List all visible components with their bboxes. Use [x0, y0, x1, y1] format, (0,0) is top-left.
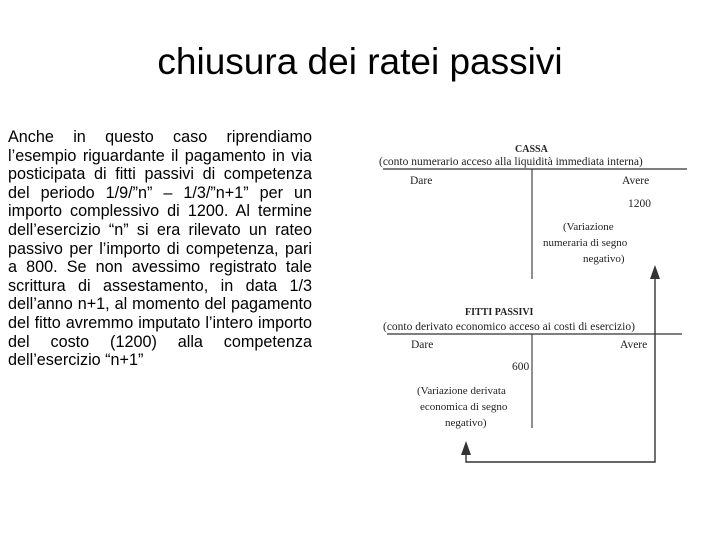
cassa-subtitle: (conto numerario acceso alla liquidità immediata interna): [379, 156, 643, 168]
body-paragraph: Anche in questo caso riprendiamo l’esempio riguardante il pagamento in via posticipata di fitti passivi di competenza del periodo 1/9/”n” – 1/3/”n+1” per un importo complessivo di 1200. Al termine dell’esercizio “n” si era rilevato un rateo passivo per l’importo di competenza, pari a 800. Se non avessimo registrato tale scrittura di assestamento, in data 1/3 dell’anno n+1, al momento del pagamento del fitto avremmo imputato l’intero importo del costo (1200) alla competenza dell’esercizio “n+1”: [8, 128, 312, 370]
fitti-avere-label: Avere: [620, 339, 648, 351]
slide-title: chiusura dei ratei passivi: [157, 41, 563, 82]
fitti-dare-label: Dare: [411, 339, 434, 351]
cassa-amount: 1200: [628, 198, 651, 210]
cassa-note-line-1: (Variazione: [563, 221, 614, 233]
fitti-note-line-3: negativo): [445, 417, 487, 429]
cassa-title: CASSA: [515, 144, 548, 155]
fitti-note-line-2: economica di segno: [420, 401, 508, 413]
cassa-note-line-3: negativo): [583, 253, 625, 265]
connector-arrow: [461, 265, 660, 462]
cassa-note-line-2: numeraria di segno: [543, 237, 628, 249]
cassa-dare-label: Dare: [410, 175, 433, 187]
fitti-title: FITTI PASSIVI: [465, 307, 534, 318]
fitti-amount: 600: [512, 361, 530, 373]
fitti-note-line-1: (Variazione derivata: [417, 385, 506, 397]
fitti-subtitle: (conto derivato economico acceso ai costi di esercizio): [383, 321, 635, 333]
cassa-avere-label: Avere: [622, 175, 650, 187]
arrow-head-up-right: [650, 265, 660, 279]
arrow-head-up-left: [461, 441, 471, 455]
